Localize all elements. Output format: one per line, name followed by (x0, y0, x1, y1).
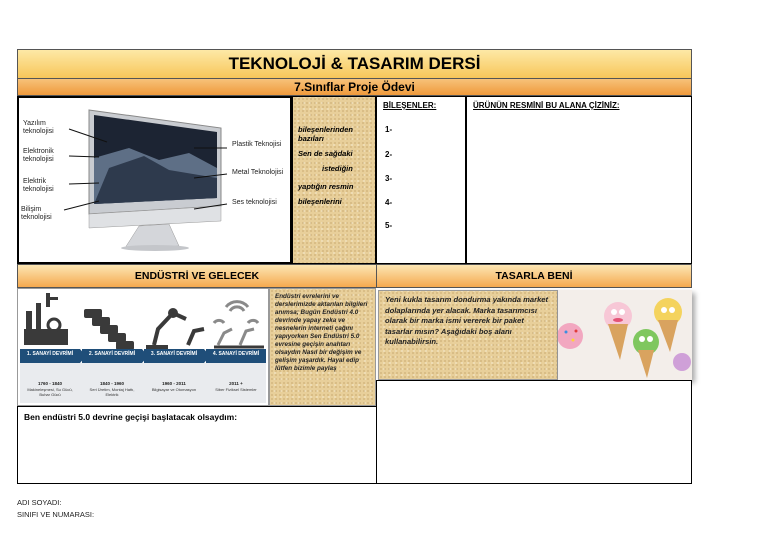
class-number-label: SINIFI VE NUMARASI: (17, 510, 95, 519)
component-number: 5- (385, 221, 393, 230)
revolution-2-label: 2. SANAYİ DEVRİMİ (88, 351, 136, 357)
product-drawing-area[interactable] (466, 96, 692, 264)
components-heading: BİLEŞENLER: (383, 101, 437, 110)
revolution-3-label: 3. SANAYİ DEVRİMİ (150, 351, 198, 357)
cars-icon (84, 309, 134, 350)
label-electric: Elektrik teknolojisi (23, 178, 54, 193)
component-number: 3- (385, 174, 393, 183)
revolution-4-label: 4. SANAYİ DEVRİMİ (212, 351, 260, 357)
label-sound: Ses teknolojisi (232, 199, 277, 206)
ice-cream-image (558, 290, 692, 380)
revolution-3-years: 1960 - 2011 (162, 381, 186, 386)
design-prompt-text: Yeni kukla tasarım dondurma yakında market dolaplarında yer alacak. Marka tasarımcısı olarak bir marka ismi vererek bir paket tasarlar mısın? Aşağıdaki boş alanı kullanabilirsin. (385, 295, 549, 346)
components-prompt (292, 96, 376, 264)
revolution-2-years: 1840 - 1960 (99, 381, 125, 386)
revolution-1-years: 1760 - 1840 (37, 381, 63, 386)
revolution-1-desc: Makineleşmesi, Su Gücü, Buhar Gücü (27, 387, 73, 397)
design-heading: TASARLA BENİ (376, 264, 692, 288)
industry-prompt-text: Endüstri evrelerini ve derslerimizde aktarılan bilgileri anımsa; Bugün Endüstri 4.0 devrinde yapay zeka ve nesnelerin interneti çağını yapıyorken Sen Endüstri 5.0 evresine geçişin anahtarı olsaydın Nasıl bir değişim ve gelişim yaşardık. Hayal edip lütfen bizimle paylaş (275, 293, 368, 372)
product-image-panel (17, 96, 292, 264)
revolution-1-label: 1. SANAYİ DEVRİMİ (26, 351, 74, 357)
prompt-line: istediğin (322, 164, 353, 173)
robot-arm-icon (146, 310, 204, 347)
prompt-line: yaptığın resmin (298, 182, 354, 191)
industry-question: Ben endüstri 5.0 devrine geçişi başlatacak olsaydım: (24, 412, 238, 422)
label-informatics: Bilişim teknolojisi (21, 206, 52, 221)
component-number: 1- (385, 125, 393, 134)
label-plastic: Plastik Teknojisi (232, 141, 282, 148)
industry-heading: ENDÜSTRİ VE GELECEK (17, 264, 377, 288)
label-metal: Metal Teknolojisi (232, 169, 284, 176)
prompt-line: bileşenlerini (298, 197, 342, 206)
revolution-2-desc: Seri Üretim, Montaj Hattı, Elektrik (89, 387, 135, 397)
revolution-3-desc: Bilgisayar ve Otomasyon (151, 387, 197, 392)
smart-factory-icon (214, 302, 264, 347)
component-number: 4- (385, 198, 393, 207)
label-electronics: Elektronik teknolojisi (23, 148, 54, 163)
factory-icon (24, 293, 68, 345)
industrial-revolutions-graphic (17, 288, 269, 406)
design-drawing-area[interactable] (376, 380, 692, 484)
label-software: Yazılım teknolojisi (23, 120, 54, 135)
industry-prompt (269, 288, 376, 406)
name-label: ADI SOYADI: (17, 498, 62, 507)
component-number: 2- (385, 150, 393, 159)
worksheet-title: TEKNOLOJİ & TASARIM DERSİ (17, 49, 692, 79)
drawing-area-heading: ÜRÜNÜN RESMİNİ BU ALANA ÇİZİNİZ: (473, 101, 620, 110)
ice-cream-illustration (558, 290, 692, 380)
revolution-4-desc: Siber Fiziksel Sistemler (215, 387, 257, 392)
worksheet-subtitle: 7.Sınıflar Proje Ödevi (17, 78, 692, 96)
revolution-4-years: 2011 + (229, 381, 243, 386)
prompt-line: bazıları (298, 134, 324, 143)
components-list (376, 96, 466, 264)
prompt-line: Sen de sağdaki (298, 149, 353, 158)
design-prompt (378, 290, 558, 380)
prompt-line: bileşenlerinden (298, 125, 354, 134)
industry-answer-box[interactable] (17, 406, 377, 484)
